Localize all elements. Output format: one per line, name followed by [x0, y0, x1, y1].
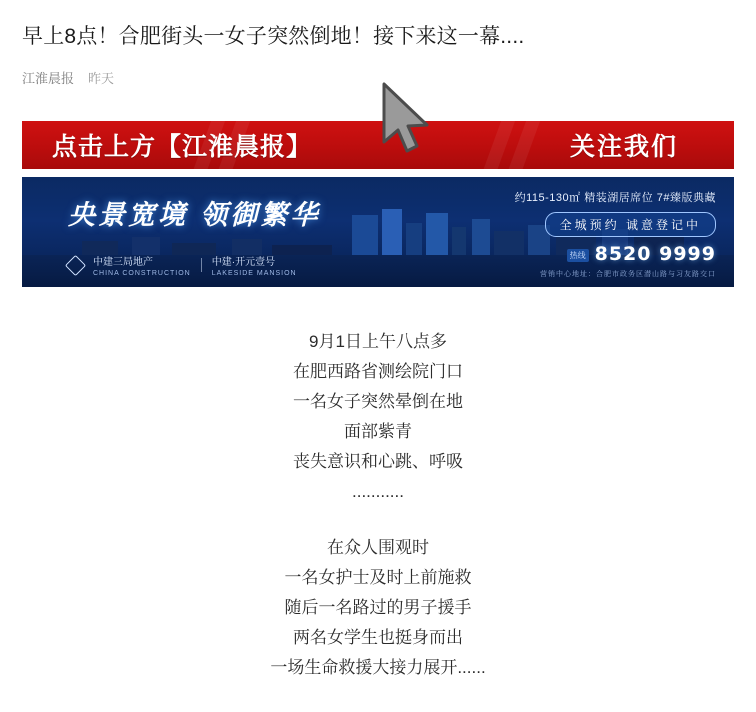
page-title: 早上8点！合肥街头一女子突然倒地！接下来这一幕.... — [22, 25, 525, 48]
follow-banner-right-text: 关注我们 — [569, 132, 678, 161]
paragraph-gap — [22, 507, 734, 533]
body-line: 9月1日上午八点多 — [309, 332, 447, 351]
ad-brand-sub: CHINA CONSTRUCTION — [93, 270, 191, 277]
ad-phone-tag: 热线 — [567, 249, 589, 262]
body-line: 在肥西路省测绘院门口 — [293, 362, 463, 381]
body-line: 随后一名路过的男子援手 — [284, 598, 472, 617]
advertisement-banner[interactable] — [22, 177, 734, 287]
body-line: 一名女子突然晕倒在地 — [293, 392, 463, 411]
article-body — [22, 327, 734, 683]
ad-brand-row — [68, 253, 297, 277]
ad-brand-name: 中建三局地产 — [93, 257, 153, 268]
ad-phone-number: 8520 9999 — [594, 243, 716, 265]
ad-brand2-sub: LAKESIDE MANSION — [211, 270, 297, 277]
ad-brand2-name: 中建·开元壹号 — [211, 257, 276, 268]
ad-right-block — [515, 189, 716, 237]
follow-banner-left-text: 点击上方【江淮晨报】 — [52, 132, 313, 161]
body-line: 在众人围观时 — [327, 538, 429, 557]
ad-slogan: 央景宽境 领御繁华 — [68, 200, 321, 231]
ad-cta-pill[interactable]: 全城预约 诚意登记中 — [545, 212, 716, 237]
ad-spec-text: 约115-130㎡ 精装湖居席位 7#臻版典藏 — [514, 192, 716, 204]
article-meta — [22, 68, 734, 87]
body-line: 两名女学生也挺身而出 — [293, 628, 463, 647]
article-timestamp: 昨天 — [88, 71, 115, 86]
body-line: 面部紫青 — [344, 422, 412, 441]
body-line: 丧失意识和心跳、呼吸 — [293, 452, 463, 471]
ad-address: 营销中心地址：合肥市政务区潜山路与习友路交口 — [540, 271, 716, 278]
diamond-logo-icon — [65, 254, 86, 275]
article-source[interactable]: 江淮晨报 — [22, 71, 75, 86]
follow-banner[interactable] — [22, 121, 734, 169]
ad-phone-row — [567, 243, 716, 265]
divider — [201, 258, 202, 272]
body-line: 一名女护士及时上前施救 — [284, 568, 472, 587]
body-line: ........... — [352, 482, 404, 501]
cursor-arrow-icon — [380, 82, 432, 154]
body-line: 一场生命救援大接力展开...... — [270, 658, 486, 677]
follow-banner-wrap — [22, 121, 734, 169]
